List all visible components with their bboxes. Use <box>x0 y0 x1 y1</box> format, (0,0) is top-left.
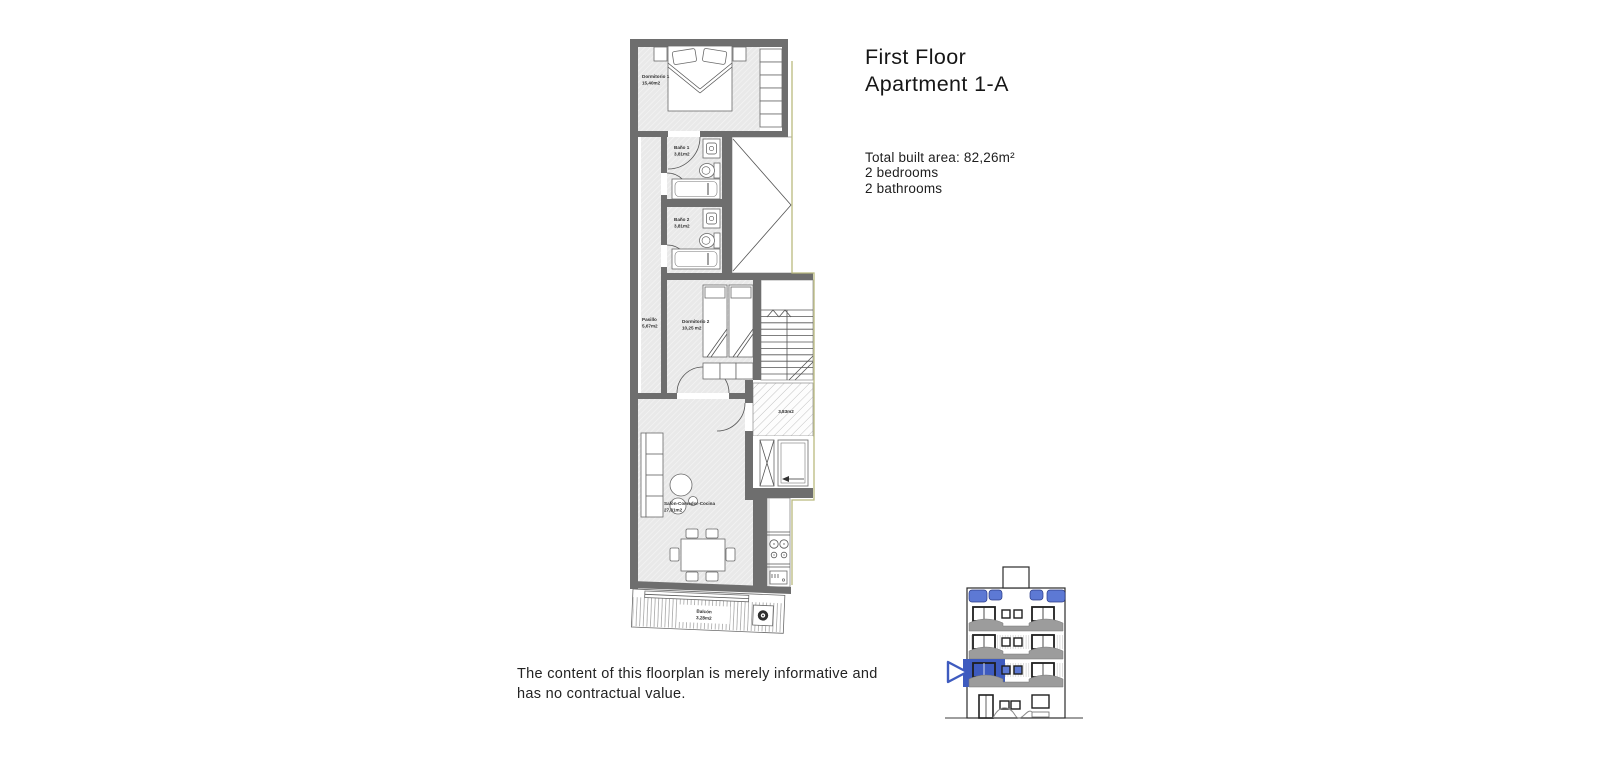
room-label-pasillo: Pasillo <box>642 317 657 322</box>
sofa-back <box>641 433 646 517</box>
chair <box>670 548 679 561</box>
floor-plan-drawing <box>608 33 823 643</box>
room-label-bano2: Baño 2 <box>674 217 690 222</box>
disclaimer <box>517 665 878 704</box>
roof-access <box>1003 567 1029 588</box>
room-area-terrace: 3,83m2 <box>778 409 794 414</box>
disclaimer-line-1: The content of this floorplan is merely informative and <box>517 666 878 682</box>
apartment-details <box>865 150 1015 196</box>
bedrooms-text: 2 bedrooms <box>865 165 939 181</box>
wardrobe <box>760 49 782 127</box>
dining-table <box>681 539 725 571</box>
building-elevation-diagram <box>893 555 1088 725</box>
floor-2 <box>969 635 1063 659</box>
room-area-salon: 27,81m2 <box>664 507 683 513</box>
chair <box>706 572 718 581</box>
room-area-pasillo: 5,67m2 <box>642 323 658 329</box>
kitchen-sink <box>770 571 787 584</box>
floor-1-highlighted <box>963 659 1063 687</box>
balcony <box>631 589 784 633</box>
room-area-balcon: 3,28m2 <box>695 615 712 621</box>
room-area-dormitorio1: 15,40m2 <box>642 80 661 86</box>
room-area-bano1: 3,81m2 <box>674 151 690 157</box>
room-area-bano2: 3,81m2 <box>674 223 690 229</box>
chair <box>706 529 718 538</box>
coffee-table <box>670 474 692 496</box>
nightstand <box>733 47 746 61</box>
room-label-dormitorio2: Dormitorio 2 <box>682 319 710 324</box>
page-title <box>865 44 1009 98</box>
communal-stairs <box>761 280 813 380</box>
elevator <box>753 436 813 488</box>
stair-void <box>732 137 792 273</box>
room-label-bano1: Baño 1 <box>674 145 690 150</box>
chair <box>726 548 735 561</box>
kitchen-counter <box>767 498 790 587</box>
chair <box>686 529 698 538</box>
room-label-salon: Salón-Comedor-Cocina <box>664 501 716 506</box>
room-area-dormitorio2: 10,25 m2 <box>682 325 702 331</box>
title-line-1: First Floor <box>865 45 967 69</box>
chair <box>686 572 698 581</box>
room-label-balcon: Balcón <box>696 608 712 615</box>
nightstand <box>654 47 667 61</box>
bathrooms-text: 2 bathrooms <box>865 180 943 196</box>
room-label-dormitorio1: Dormitorio 1 <box>642 74 670 79</box>
disclaimer-line-2: has no contractual value. <box>517 685 686 702</box>
title-line-2: Apartment 1-A <box>865 72 1009 96</box>
built-area-text: Total built area: 82,26m² <box>865 150 1015 165</box>
